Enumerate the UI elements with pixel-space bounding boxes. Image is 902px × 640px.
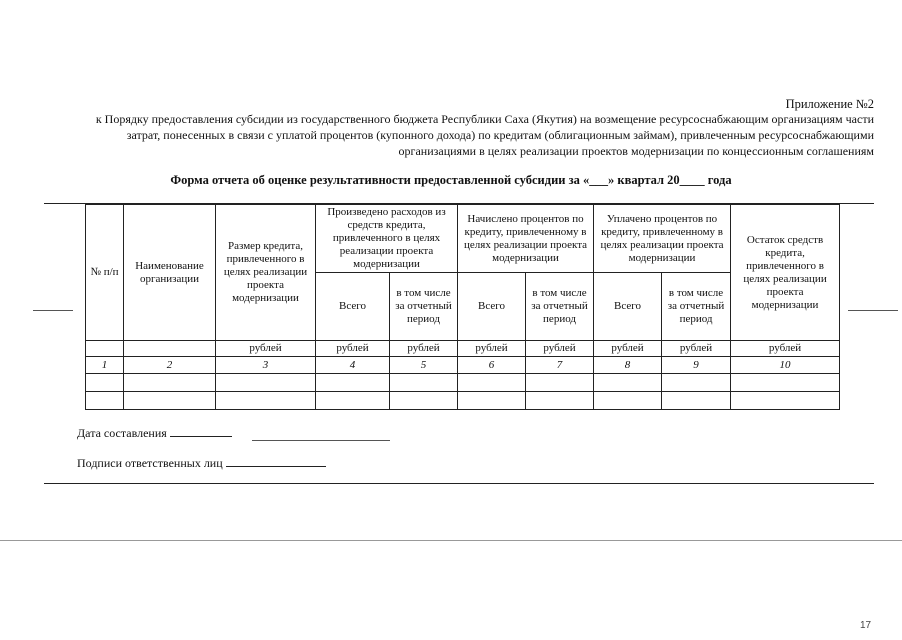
- date-line: [77, 425, 232, 441]
- header-accrued-total: Всего: [458, 273, 526, 341]
- page-edge-rule: [0, 540, 902, 541]
- header-paid-period: в том числе за отчетный период: [662, 273, 731, 341]
- unit-cell: рублей: [526, 341, 594, 357]
- column-number: 4: [316, 357, 390, 374]
- units-row: [86, 341, 840, 357]
- header-num: № п/п: [86, 205, 124, 341]
- column-number: 8: [594, 357, 662, 374]
- column-number: 6: [458, 357, 526, 374]
- column-number: 7: [526, 357, 594, 374]
- annex-description: к Порядку предоставления субсидии из государственного бюджета Республики Саха (Якутия) на возмещение ресурсоснабжающим организациям части затрат, понесенных в связи с уплатой процентов (купонного дохода) по кредитам (облигационным займам), привлеченным ресурсоснабжающими организациями в целях реализации проектов модернизации по концессионным соглашениям: [95, 112, 874, 158]
- unit-cell: рублей: [662, 341, 731, 357]
- unit-cell: рублей: [316, 341, 390, 357]
- unit-cell: рублей: [731, 341, 840, 357]
- header-accrued-period: в том числе за отчетный период: [526, 273, 594, 341]
- column-number: 1: [86, 357, 124, 374]
- header-organization: Наименование организации: [124, 205, 216, 341]
- signature-line: [77, 455, 326, 471]
- column-number: 3: [216, 357, 316, 374]
- header-remaining: Остаток средств кредита, привлеченного в целях реализации проекта модернизации: [731, 205, 840, 341]
- unit-cell: рублей: [458, 341, 526, 357]
- unit-cell: рублей: [594, 341, 662, 357]
- header-credit-size: Размер кредита, привлеченного в целях реализации проекта модернизации: [216, 205, 316, 341]
- header-accrued: Начислено процентов по кредиту, привлеченному в целях реализации проекта модернизации: [458, 205, 594, 273]
- table-row: [86, 392, 840, 410]
- unit-cell: рублей: [390, 341, 458, 357]
- scan-dash: [33, 310, 73, 311]
- page-number: 17: [860, 620, 872, 631]
- date-label: Дата составления: [77, 426, 167, 440]
- header-spent: Произведено расходов из средств кредита, привлеченного в целях реализации проекта модернизации: [316, 205, 458, 273]
- form-title: Форма отчета об оценке результативности предоставленной субсидии за «___» квартал 20____ года: [170, 173, 732, 187]
- unit-cell: рублей: [216, 341, 316, 357]
- column-numbers-row: [86, 357, 840, 374]
- annex-title: Приложение №2: [785, 97, 874, 111]
- header-spent-period: в том числе за отчетный период: [390, 273, 458, 341]
- report-table: [85, 204, 840, 410]
- column-number: 2: [124, 357, 216, 374]
- date-field: [170, 425, 232, 437]
- signature-field: [226, 455, 326, 467]
- table-row: [86, 374, 840, 392]
- column-number: 10: [731, 357, 840, 374]
- scan-dash: [848, 310, 898, 311]
- scan-dash: [252, 440, 390, 441]
- header-paid: Уплачено процентов по кредиту, привлеченному в целях реализации проекта модернизации: [594, 205, 731, 273]
- header-paid-total: Всего: [594, 273, 662, 341]
- bottom-rule: [44, 483, 874, 484]
- column-number: 9: [662, 357, 731, 374]
- column-number: 5: [390, 357, 458, 374]
- signature-label: Подписи ответственных лиц: [77, 456, 223, 470]
- header-spent-total: Всего: [316, 273, 390, 341]
